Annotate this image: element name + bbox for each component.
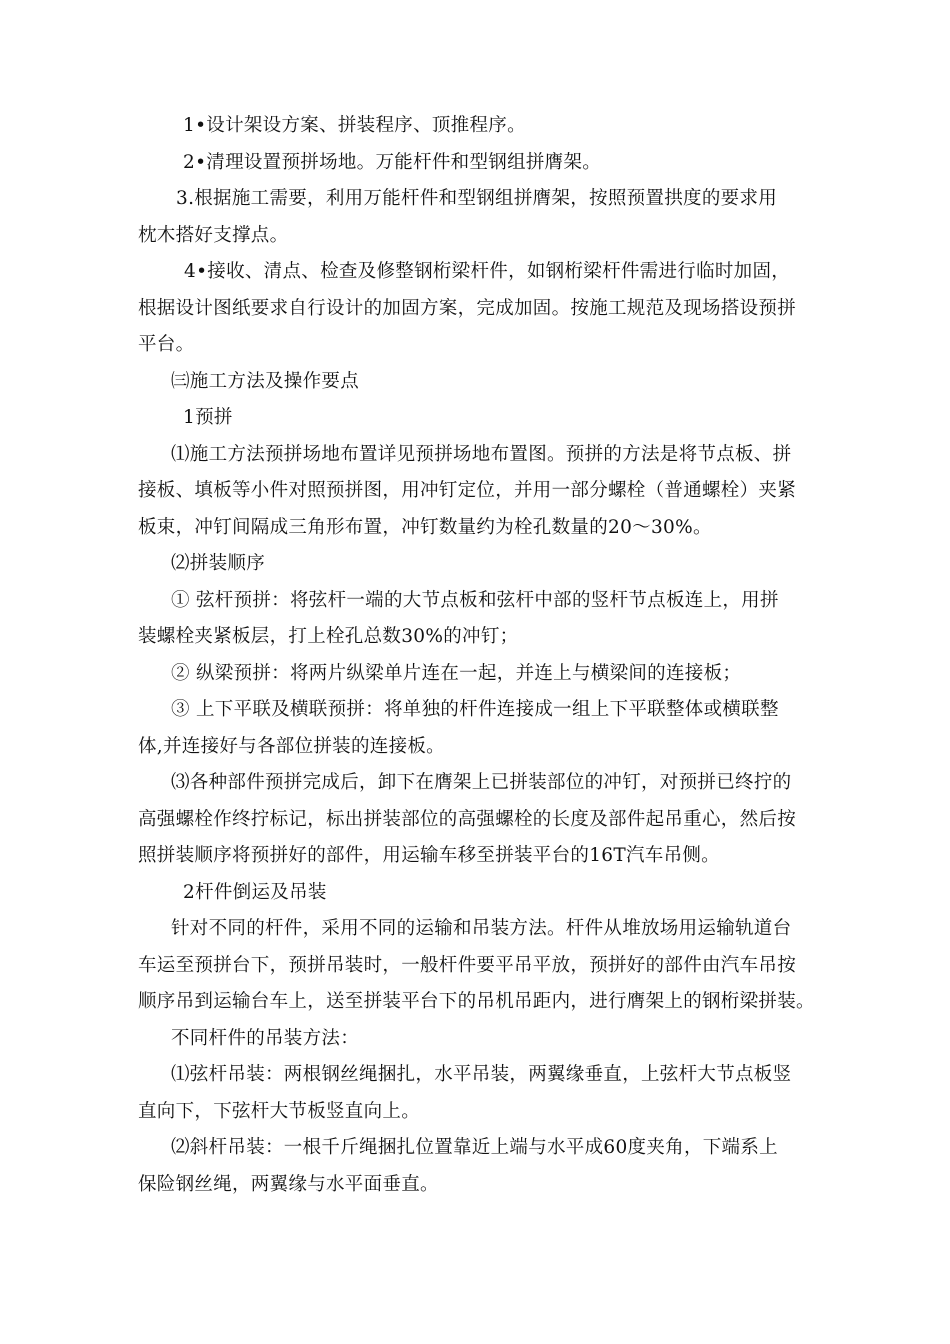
list-item-line: 装螺栓夹紧板层，打上栓孔总数30%的冲钉； — [138, 626, 519, 647]
paragraph-line: 保险钢丝绳，两翼缘与水平面垂直。 — [138, 1173, 439, 1195]
paragraph-line: 车运至预拼台下，预拼吊装时，一般杆件要平吊平放，预拼好的部件由汽车吊按 — [138, 954, 797, 976]
paragraph-line: ⑵斜杆吊装：一根千斤绳捆扎位置靠近上端与水平成60度夹角，下端系上 — [171, 1137, 778, 1158]
subsection-heading: 2杆件倒运及吊装 — [183, 881, 327, 903]
paragraph-line: ⑴施工方法预拼场地布置详见预拼场地布置图。预拼的方法是将节点板、拼 — [171, 443, 792, 465]
paragraph-line: 直向下，下弦杆大节板竖直向上。 — [138, 1100, 421, 1122]
subsection-heading: ⑵拼装顺序 — [171, 553, 266, 574]
list-item-line: 体,并连接好与各部位拼装的连接板。 — [138, 735, 445, 757]
paragraph-line: 2•清理设置预拼场地。万能杆件和型钢组拼膺架。 — [183, 151, 602, 173]
list-item-line: ② 纵梁预拼：将两片纵梁单片连在一起，并连上与横梁间的连接板； — [171, 662, 742, 684]
paragraph-line: ⑴弦杆吊装：两根钢丝绳捆扎，水平吊装，两翼缘垂直，上弦杆大节点板竖 — [171, 1064, 792, 1085]
list-item-line: ① 弦杆预拼：将弦杆一端的大节点板和弦杆中部的竖杆节点板连上，用拼 — [171, 589, 779, 611]
subsection-heading: 1预拼 — [183, 407, 233, 428]
paragraph-line: 接板、填板等小件对照预拼图，用冲钉定位，并用一部分螺栓（普通螺栓）夹紧 — [138, 480, 797, 501]
paragraph-line: 高强螺栓作终拧标记，标出拼装部位的高强螺栓的长度及部件起吊重心，然后按 — [138, 808, 797, 830]
paragraph-line: 根据设计图纸要求自行设计的加固方案，完成加固。按施工规范及现场搭设预拼 — [138, 297, 797, 319]
paragraph-line: 不同杆件的吊装方法： — [171, 1027, 360, 1049]
paragraph-line: 针对不同的杆件，采用不同的运输和吊装方法。杆件从堆放场用运输轨道台 — [171, 918, 792, 939]
paragraph-line: 3.根据施工需要，利用万能杆件和型钢组拼膺架，按照预置拱度的要求用 — [176, 188, 778, 209]
paragraph-line: ⑶各种部件预拼完成后，卸下在膺架上已拼装部位的冲钉，对预拼已终拧的 — [171, 772, 792, 793]
paragraph-line: 平台。 — [138, 334, 195, 355]
paragraph-line: 顺序吊到运输台车上，送至拼装平台下的吊机吊距内，进行膺架上的钢桁梁拼装。 — [138, 991, 815, 1012]
list-item-line: ③ 上下平联及横联预拼：将单独的杆件连接成一组上下平联整体或横联整 — [171, 699, 779, 720]
section-heading: ㈢施工方法及操作要点 — [171, 370, 360, 392]
paragraph-line: 4•接收、清点、检查及修整钢桁梁杆件，如钢桁梁杆件需进行临时加固， — [184, 261, 791, 282]
paragraph-line: 1•设计架设方案、拼装程序、顶推程序。 — [183, 115, 526, 136]
paragraph-line: 枕木搭好支撑点。 — [138, 224, 289, 246]
document-body — [138, 108, 823, 1203]
paragraph-line: 板束，冲钉间隔成三角形布置，冲钉数量约为栓孔数量的20〜30%。 — [138, 516, 712, 538]
paragraph-line: 照拼装顺序将预拼好的部件，用运输车移至拼装平台的16T汽车吊侧。 — [138, 845, 720, 866]
